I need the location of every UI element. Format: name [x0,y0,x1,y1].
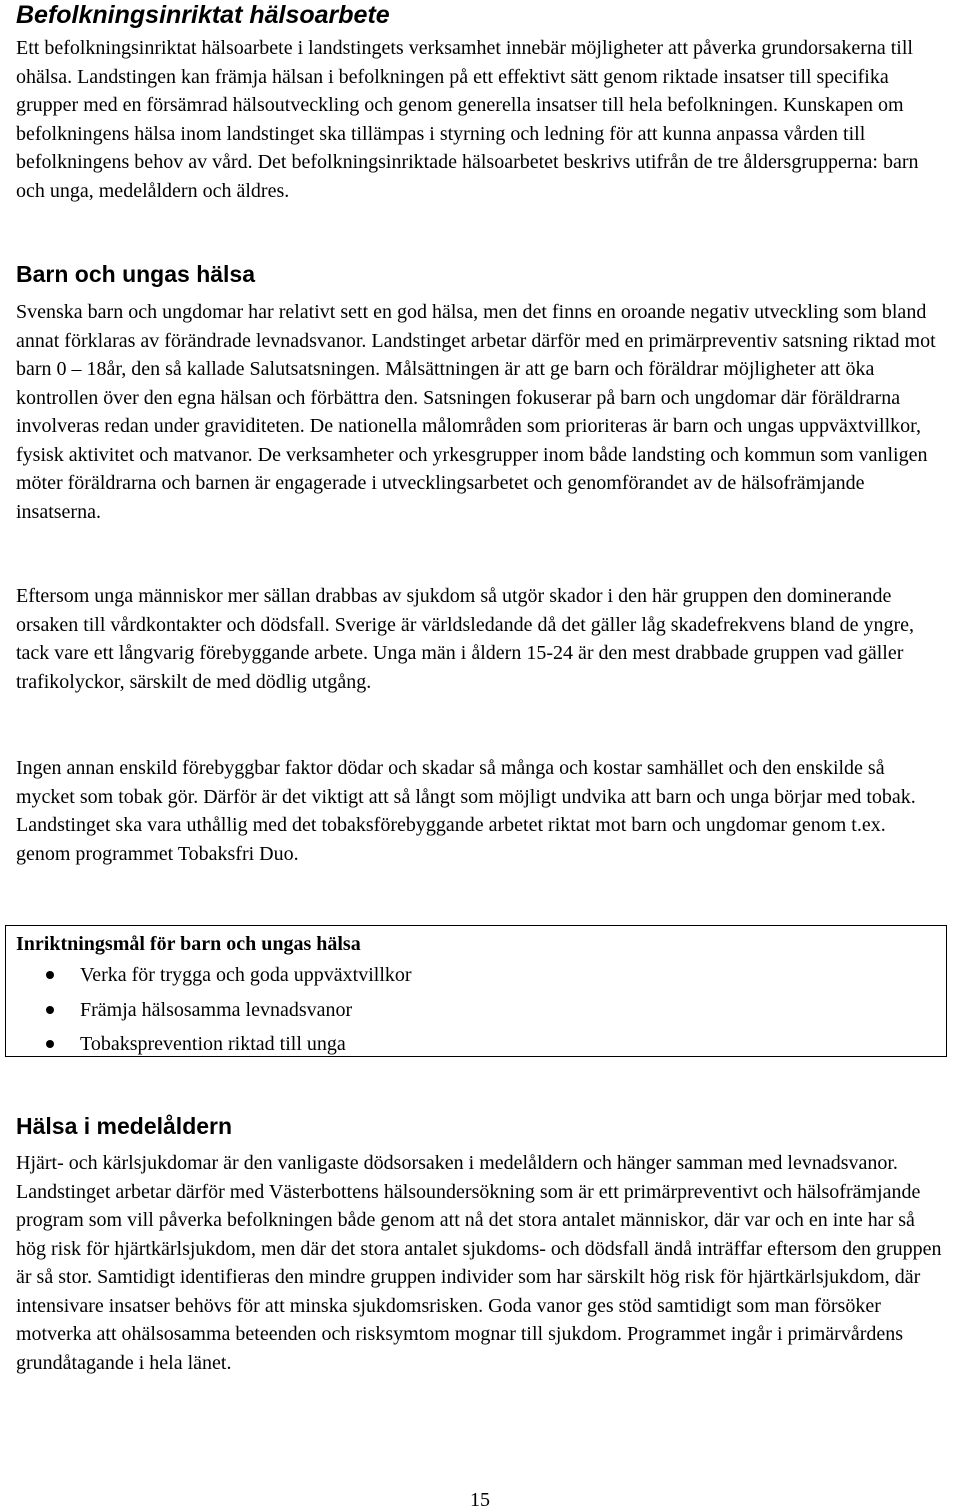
paragraph-intro: Ett befolkningsinriktat hälsoarbete i landstingets verksamhet innebär möjligheter att påverka grundorsakerna till ohälsa. Landstingen kan främja hälsan i befolkningen på ett effektivt sätt genom riktade insatser till specifika grupper med en försämrad hälsoutveckling och genom generella insatser till hela befolkningen. Kunskapen om befolkningens hälsa inom landstinget ska tillämpas i styrning och ledning för att kunna anpassa vården till befolkningens behov av vård. Det befolkningsinriktade hälsoarbetet beskrivs utifrån de tre åldersgrupperna: barn och unga, medelåldern och äldres. [16,37,919,202]
section-heading-medelaldern: Hälsa i medelåldern [16,1113,233,1139]
page-number: 15 [470,1489,490,1511]
list-item [6,958,412,993]
goal-item-text: Främja hälsosamma levnadsvanor [80,998,353,1021]
paragraph-barn-1: Svenska barn och ungdomar har relativt sett en god hälsa, men det finns en oroande negativ utveckling som bland annat förklaras av förändrade levnadsvanor. Landstinget arbetar därför med en primärpreventiv satsning riktad mot barn 0 – 18år, den så kallade Salutsatsningen. Målsättningen är att ge barn och föräldrar möjligheter att öka kontrollen över den egna hälsan och förbättra den. Satsningen fokuserar på barn och ungdomar där föräldrarna involveras redan under graviditeten. De nationella målområden som prioriteras är barn och ungas uppväxtvillkor, fysisk aktivitet och matvanor. De verksamheter och yrkesgrupper inom både landsting och kommun som vanligen möter föräldrarna och barnen är engagerade i utvecklingsarbetet och genomförandet av de hälsofrämjande insatserna. [16,301,936,523]
list-item [6,993,412,1028]
goal-item-text: Tobaksprevention riktad till unga [80,1033,346,1055]
bullet-icon [46,1040,54,1048]
goals-title: Inriktningsmål för barn och ungas hälsa [16,933,361,955]
goals-list [6,958,412,1062]
goals-box [5,925,947,1057]
list-item [6,1027,412,1062]
paragraph-barn-2: Eftersom unga människor mer sällan drabbas av sjukdom så utgör skador i den här gruppen den dominerande orsaken till vårdkontakter och dödsfall. Sverige är världsledande då det gäller låg skadefrekvens bland de yngre, tack vare ett långvarig förebyggande arbete. Unga män i åldern 15-24 är den mest drabbade gruppen vad gäller trafikolyckor, särskilt de med dödlig utgång. [16,585,915,693]
bullet-icon [46,1006,54,1014]
paragraph-medelalder: Hjärt- och kärlsjukdomar är den vanligaste dödsorsaken i medelåldern och hänger samman med levnadsvanor. Landstinget arbetar därför med Västerbottens hälsoundersökning som är ett primärpreventivt och hälsofrämjande program som vill påverka befolkningen både genom att nå det stora antalet människor, där var och en inte har så hög risk för hjärtkärlsjukdom, men där det stora antalet sjukdoms- och dödsfall ändå inträffar eftersom den gruppen är så stor. Samtidigt identifieras den mindre gruppen individer som har särskilt hög risk för hjärtkärlsjukdom, där intensivare insatser behövs för att minska sjukdomsrisken. Goda vanor ges stöd samtidigt som man försöker motverka att ohälsosamma beteenden och risksymtom mognar till sjukdom. Programmet ingår i primärvårdens grundåtagande i hela länet. [16,1152,942,1374]
bullet-icon [46,971,54,979]
section-heading-barn-och-unga: Barn och ungas hälsa [16,261,256,287]
section-heading-befolkningsinriktat: Befolkningsinriktat hälsoarbete [16,1,390,29]
paragraph-barn-3: Ingen annan enskild förebyggbar faktor dödar och skadar så många och kostar samhället och den enskilde så mycket som tobak gör. Därför är det viktigt att så långt som möjligt undvika att barn och unga börjar med tobak. Landstinget ska vara uthållig med det tobaksförebyggande arbetet riktat mot barn och ungdomar genom t.ex. genom programmet Tobaksfri Duo. [16,757,916,865]
goal-item-text: Verka för trygga och goda uppväxtvillkor [80,964,412,986]
